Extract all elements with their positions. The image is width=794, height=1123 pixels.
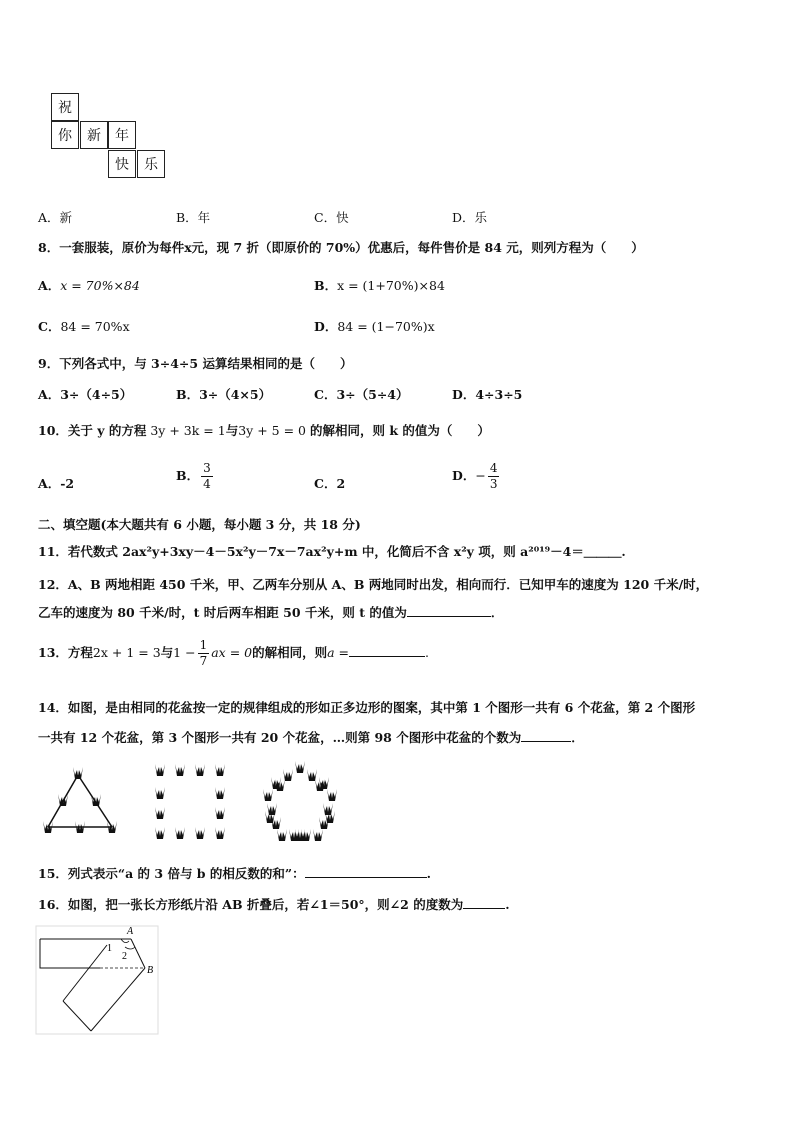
pentagon-figure — [263, 761, 337, 841]
q14-end: ． — [571, 730, 584, 745]
q8-c-math: 84 = 70%x — [60, 319, 130, 334]
q10-option-d[interactable] — [452, 461, 501, 492]
q8-d-label: D． — [314, 319, 338, 334]
section-heading: 二、填空题(本大题共有 6 小题，每小题 3 分，共 18 分) — [38, 517, 361, 532]
q8-d-math: 84 = (1−70%)x — [337, 319, 435, 334]
fraction-denominator: 7 — [199, 654, 208, 668]
square-figure — [155, 764, 225, 839]
q10-option-b[interactable] — [176, 461, 215, 492]
fraction-numerator: 4 — [489, 461, 498, 475]
q7-option-b[interactable]: B．年 — [176, 210, 211, 225]
q10-stem-pre: 10．关于 y 的方程 — [38, 423, 147, 438]
q7-option-d[interactable]: D．乐 — [452, 210, 488, 225]
flowerpot-figures — [30, 755, 360, 855]
q14-line2 — [38, 728, 584, 746]
q10-mid: 与 — [225, 423, 239, 438]
q8-a-label: A． — [38, 278, 61, 293]
q10-d-fraction — [488, 461, 500, 492]
q15-end: . — [426, 866, 431, 881]
q13-eq1: 2x + 1 = 3 — [92, 645, 161, 660]
q8-option-b[interactable] — [314, 276, 445, 294]
angle-2-label: 2 — [122, 951, 127, 962]
q13-fraction — [198, 638, 210, 669]
q16-end: . — [505, 897, 510, 912]
q8-b-label: B． — [314, 278, 338, 293]
q14-line2-text: 一共有 12 个花盆，第 3 个图形一共有 20 个花盆，…则第 98 个图形中花盆的个数为 — [38, 730, 522, 745]
q12-end: ． — [490, 605, 504, 620]
net-cell: 新 — [80, 121, 108, 149]
net-cell: 祝 — [51, 93, 79, 121]
q13-text — [38, 638, 429, 669]
q9-option-c[interactable]: C．3÷（5÷4） — [314, 387, 409, 402]
q8-option-a[interactable] — [38, 276, 140, 294]
triangle-figure — [43, 767, 117, 833]
net-cell: 乐 — [137, 150, 165, 178]
q10-eq2: 3y + 5 = 0 — [238, 423, 306, 438]
q7-option-c[interactable]: C．快 — [314, 210, 349, 225]
q10-b-fraction — [201, 461, 213, 492]
q10-stem — [38, 421, 490, 439]
q13-pre: 13．方程 — [38, 645, 93, 660]
angle-1-label: 1 — [107, 943, 112, 954]
q10-b-label: B． — [176, 468, 200, 483]
q9-option-b[interactable]: B．3÷（4×5） — [176, 387, 272, 402]
q11-text: 11．若代数式 2ax²y+3xy－4－5x²y－7x－7ax²y+m 中，化简后不含 x²y 项，则 a²⁰¹⁹－4＝＿＿＿. — [38, 544, 626, 559]
q16-text — [38, 895, 510, 913]
net-cell: 你 — [51, 121, 79, 149]
q13-mid: 与 — [160, 645, 174, 660]
q10-stem-post: 的解相同，则 k 的值为（ ） — [309, 423, 490, 438]
q8-option-c[interactable] — [38, 317, 130, 335]
q13-var: a = — [327, 645, 350, 660]
q13-end: . — [425, 645, 430, 660]
q15-text — [38, 864, 431, 882]
label-a: A — [127, 926, 134, 937]
folded-paper-figure — [35, 925, 160, 1037]
net-cell: 快 — [108, 150, 136, 178]
q13-one: 1 − — [173, 645, 196, 660]
q14-line1: 14．如图，是由相同的花盆按一定的规律组成的形如正多边形的图案，其中第 1 个图形一共有 6 个花盆，第 2 个图形 — [38, 700, 696, 715]
q10-d-label: D． — [452, 468, 476, 483]
q8-c-label: C． — [38, 319, 61, 334]
q9-stem: 9．下列各式中，与 3÷4÷5 运算结果相同的是（ ） — [38, 356, 353, 371]
q13-tail: ax = 0 — [211, 645, 253, 660]
q8-a-math: x = 70%×84 — [60, 278, 140, 293]
q7-option-a[interactable]: A．新 — [38, 210, 73, 225]
net-cell: 年 — [108, 121, 136, 149]
q9-option-d[interactable]: D．4÷3÷5 — [452, 387, 523, 402]
answer-blank[interactable] — [349, 644, 425, 657]
fraction-denominator: 3 — [489, 477, 498, 491]
answer-blank[interactable] — [463, 896, 505, 909]
q13-post: 的解相同，则 — [252, 645, 328, 660]
fraction-denominator: 4 — [203, 477, 211, 491]
answer-blank[interactable] — [521, 729, 571, 742]
label-b: B — [147, 965, 154, 976]
fraction-numerator: 3 — [203, 461, 211, 475]
minus-sign: − — [475, 468, 486, 483]
q10-eq1: 3y + 3k = 1 — [150, 423, 226, 438]
q12-line1: 12．A、B 两地相距 450 千米，甲、乙两车分别从 A、B 两地同时出发，相向而行．已知甲车的速度为 120 千米/时， — [38, 577, 709, 592]
fraction-numerator: 1 — [199, 638, 208, 652]
q12-line2 — [38, 603, 503, 621]
q10-option-a[interactable]: A．-2 — [38, 476, 75, 491]
q8-stem: 8．一套服装，原价为每件x元，现 7 折（即原价的 70%）优惠后，每件售价是 84 元，则列方程为（ ） — [38, 240, 644, 255]
answer-blank[interactable] — [407, 604, 491, 617]
q12-line2-text: 乙车的速度为 80 千米/时，t 时后两车相距 50 千米，则 t 的值为 — [38, 605, 407, 620]
q9-option-a[interactable]: A．3÷（4÷5） — [38, 387, 133, 402]
q15-text-main: 15．列式表示“a 的 3 倍与 b 的相反数的和”： — [38, 866, 305, 881]
q16-text-main: 16．如图，把一张长方形纸片沿 AB 折叠后，若∠1＝50°，则∠2 的度数为 — [38, 897, 464, 912]
q10-option-c[interactable]: C．2 — [314, 476, 346, 491]
q8-b-math: x = (1+70%)×84 — [337, 278, 445, 293]
q8-option-d[interactable] — [314, 317, 435, 335]
answer-blank[interactable] — [305, 865, 427, 878]
